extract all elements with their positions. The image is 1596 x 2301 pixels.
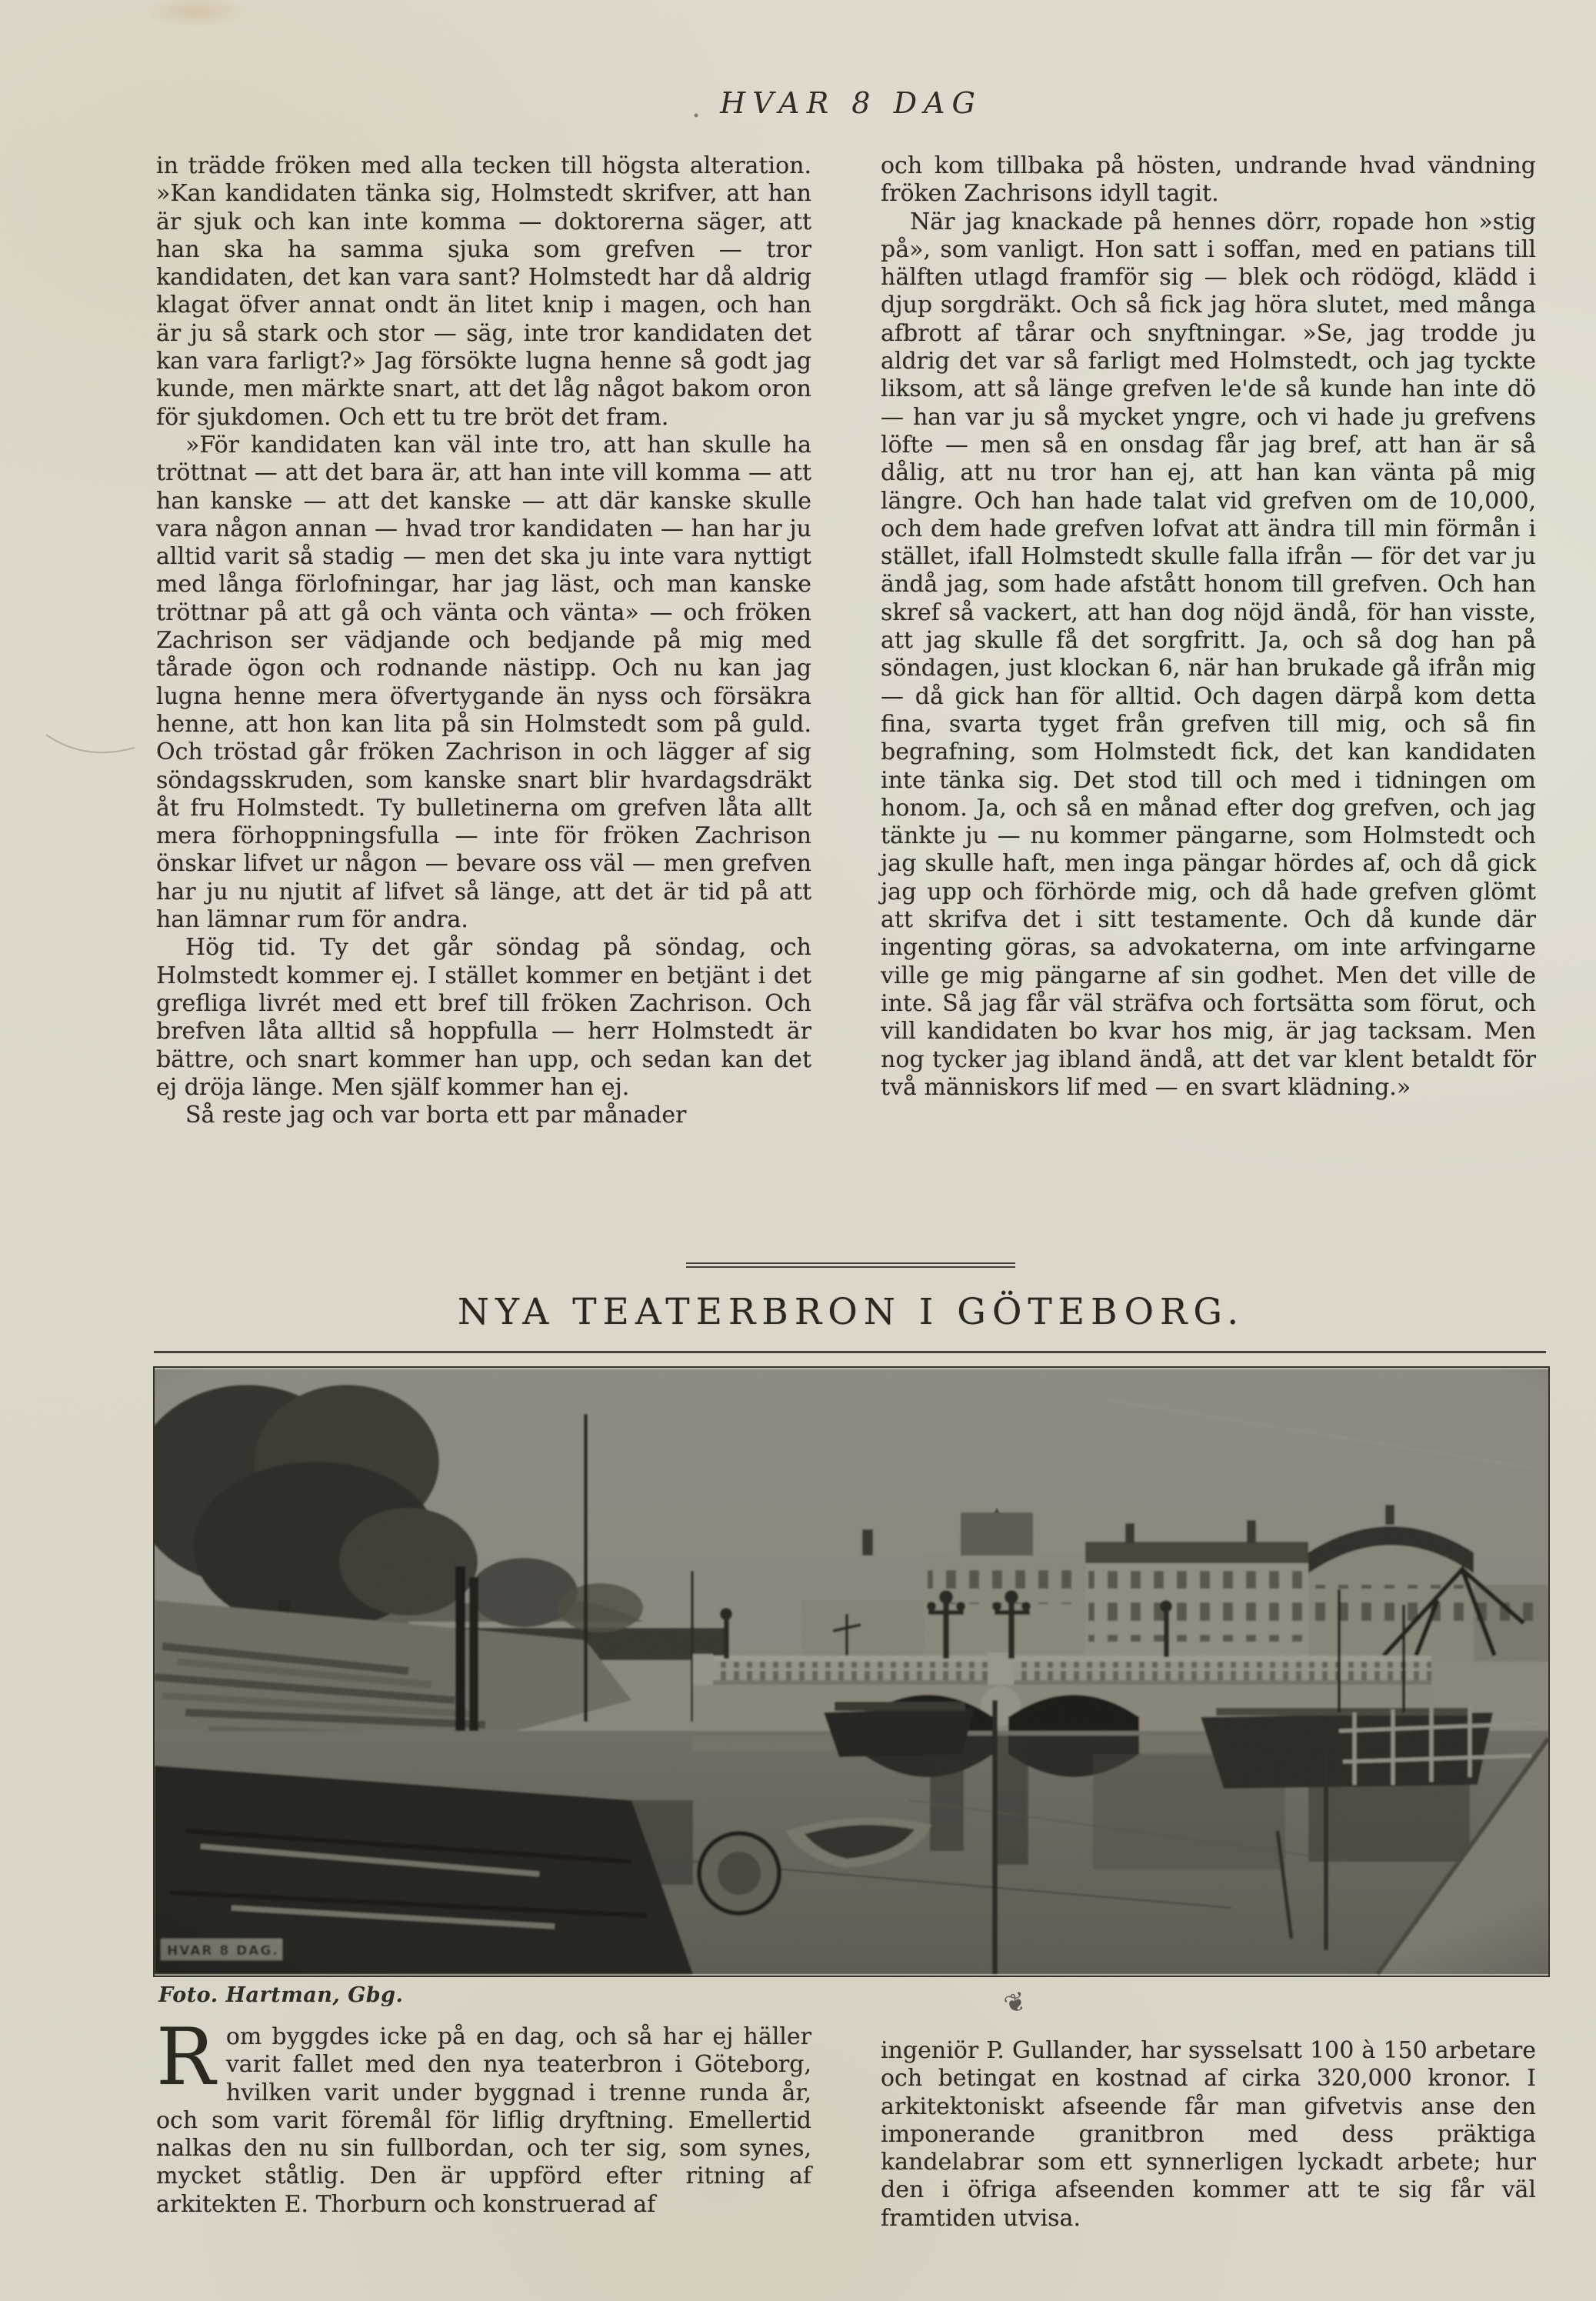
- masthead-title: HVAR 8 DAG: [720, 86, 982, 120]
- paragraph: Hög tid. Ty det går söndag på söndag, och Holmstedt kommer ej. I stället kommer en betjänt i det grefliga livrét med ett bref till fröken Zachrison. Och brefven låta alltid så hoppfulla — herr Holmstedt är bättre, och snart kommer han upp, och sedan kan det ej dröja länge. Men själf kommer han ej.: [156, 934, 811, 1101]
- photo-vignette: [155, 1369, 1548, 1974]
- serial-story-right-column: [881, 152, 1536, 1102]
- pencil-scribble: [46, 735, 135, 752]
- bridge-article-left-column: [156, 2012, 811, 2219]
- paragraph: ingeniör P. Gullander, har sysselsatt 100 à 150 arbetare och betingat en kostnad af cirka 320,000 kronor. I arkitektoniskt afseende får man gifvetvis anse den imponerande granitbron med dess präktiga kandelabrar som ett synnerligen lyckadt arbete; hur den i öfriga afseenden kommer att te sig får väl framtiden utvisa.: [881, 2037, 1536, 2232]
- paragraph: och kom tillbaka på hösten, undrande hvad vändning fröken Zachrisons idyll tagit.: [881, 152, 1536, 208]
- paragraph: [156, 2012, 811, 2219]
- photo-teaterbron: [153, 1366, 1550, 1977]
- horizontal-rule: [154, 1351, 1546, 1353]
- paragraph: in trädde fröken med alla tecken till högsta alteration. »Kan kandidaten tänka sig, Holmstedt skrifver, att han är sjuk och kan inte komma — doktorerna säger, att han ska ha samma sjuka som grefven — tror kandidaten, det kan vara sant? Holmstedt har då aldrig klagat öfver annat ondt än litet knip i magen, och han är ju så stark och stor — säg, inte tror kandidaten det kan vara farligt?» Jag försökte lugna henne så godt jag kunde, men märkte snart, att det låg något bakom oron för sjukdomen. Och ett tu tre bröt det fram.: [156, 152, 811, 431]
- paragraph: »För kandidaten kan väl inte tro, att han skulle ha tröttnat — att det bara är, att han inte vill komma — att han kanske — att det kanske — att där kanske skulle vara någon annan — hvad tror kandidaten — han har ju alltid varit så stadig — men det ska ju inte vara nyttigt med långa förlofningar, har jag läst, och man kanske tröttnar på att gå och vänta och vänta» — och fröken Zachrison ser vädjande och bedjande på mig med tårade ögon och rodnande nästipp. Och nu kan jag lugna henne mera öfvertygande än nyss och försäkra henne, att hon kan lita på sin Holmstedt som på guld. Och tröstad går fröken Zachrison in och lägger af sig söndagsskruden, som kanske snart blir hvardagsdräkt åt fru Holmstedt. Ty bulletinerna om grefven låta allt mera förhoppningsfulla — inte för fröken Zachrison önskar lifvet ur någon — bevare oss väl — men grefven har ju nu njutit af lifvet så länge, att det är tid på att han lämnar rum för andra.: [156, 431, 811, 934]
- paragraph: När jag knackade på hennes dörr, ropade hon »stig på», som vanligt. Hon satt i soffan, med en patians till hälften utlagd framför sig — blek och rödögd, klädd i djup sorgdräkt. Och så fick jag höra slutet, med många afbrott af tårar och snyftningar. »Se, jag trodde ju aldrig det var så farligt med Holmstedt, och jag tyckte liksom, att så länge grefven le'de så kunde han inte dö — han var ju så mycket yngre, och vi hade ju grefvens löfte — men så en onsdag får jag bref, att han är så dålig, att nu tror han ej, att han kan vänta på mig längre. Och han hade talat vid grefven om de 10,000, och dem hade grefven lofvat att ändra till min förmån i stället, ifall Holmstedt skulle falla ifrån — för det var ju ändå jag, som hade afstått honom till grefven. Och han skref så vackert, att han dog nöjd ändå, för han visste, att jag skulle få det sorgfritt. Ja, och så dog han på söndagen, just klockan 6, när han brukade gå ifrån mig — då gick han för alltid. Och dagen därpå kom detta fina, svarta tyget från grefven till mig, och så fin begrafning, som Holmstedt fick, det kan kandidaten inte tänka sig. Det stod till och med i tidningen om honom. Ja, och så en månad efter dog grefven, och jag tänkte ju — nu kommer pängarne, som Holmstedt och jag skulle haft, men inga pängar hördes af, och då gick jag upp och förhörde mig, och då hade grefven glömt att skrifva det i sitt testamente. Och då kunde där ingenting göras, sa advokaterna, om inte arfvingarne ville ge mig pängarne af sin godhet. Men det ville de inte. Så jag får väl sträfva och fortsätta som förut, och vill kandidaten bo kvar hos mig, är jag tacksam. Men nog tycker jag ibland ändå, att det var klent betaldt för två människors lif med — en svart klädning.»: [881, 208, 1536, 1101]
- bridge-article-right-column: [881, 2037, 1536, 2233]
- article-headline: NYA TEATERBRON I GÖTEBORG.: [457, 1291, 1245, 1333]
- photo-caption: Foto. Hartman, Gbg.: [158, 1983, 404, 2007]
- drop-cap: R: [156, 2012, 215, 2103]
- paragraph: Så reste jag och var borta ett par månader: [185, 1102, 687, 1129]
- paragraph-text: om byggdes icke på en dag, och så har ej häller varit fallet med den nya teaterbron i Göteborg, hvilken varit under byggnad i trenne runda år, och som varit föremål för liflig dryftning. Emellertid nalkas den nu sin fullbordan, och ter sig, som synes, mycket ståtlig. Den är uppförd efter ritning af arkitekten E. Thorburn och konstruerad af: [156, 2023, 811, 2218]
- ink-blot-mark: ❦: [1000, 1985, 1031, 2022]
- section-divider-rule: [686, 1262, 1015, 1268]
- serial-story-left-column: [156, 152, 811, 1129]
- paper-smudge: [123, 0, 269, 34]
- bridge-photo-illustration: [155, 1368, 1548, 1976]
